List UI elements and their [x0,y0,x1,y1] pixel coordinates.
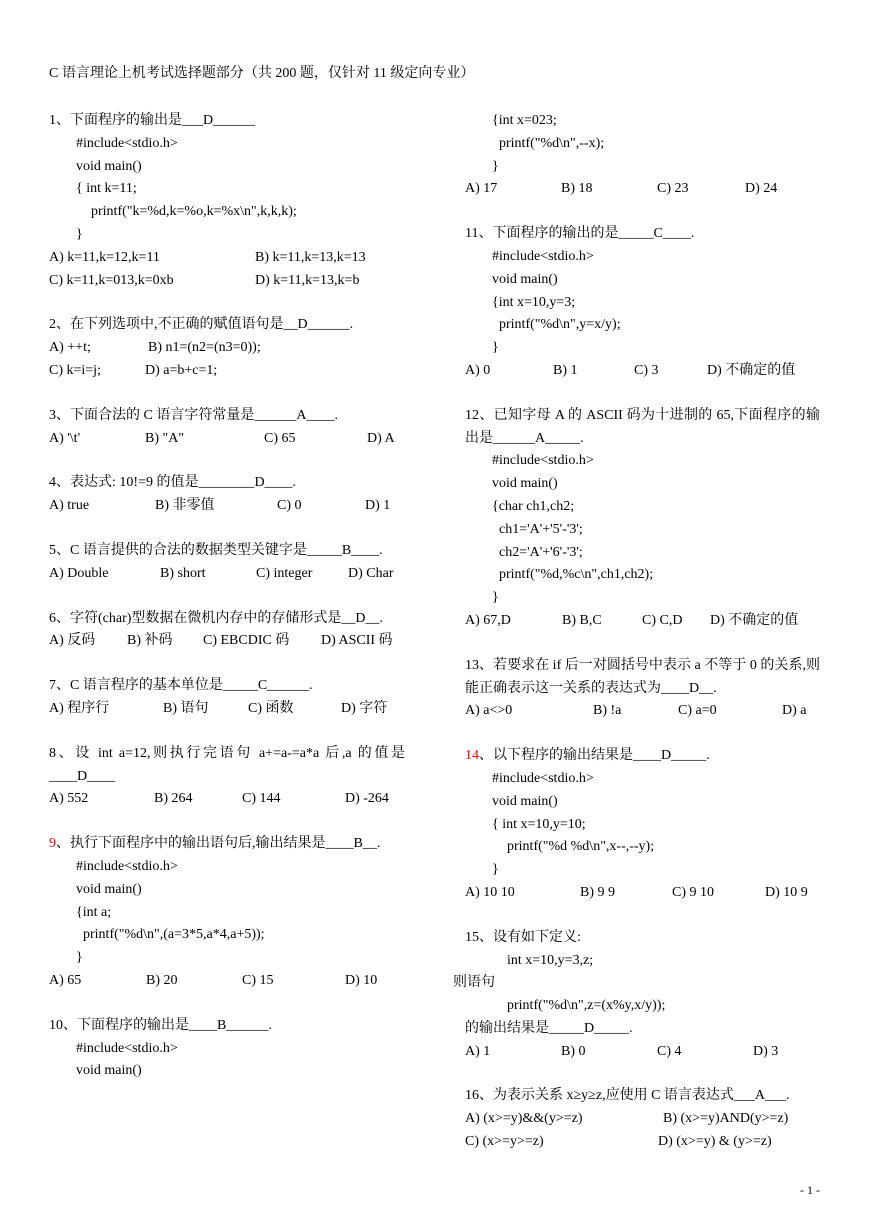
option-a: A) 552 [49,791,89,807]
question-number: 6 [49,610,56,626]
question-stem: 、以下程序的输出结果是____D_____. [479,748,710,764]
right-column [453,110,820,1176]
option-c: C) 9 10 [672,884,714,900]
option-b: B) !a [593,703,622,719]
question-number: 5 [49,542,56,558]
code-line: } [76,950,83,966]
option-row [465,1131,820,1154]
code-line: ch1='A'+'5'-'3'; [499,521,583,537]
option-c: C) 3 [634,362,659,378]
option-c: C) 23 [657,181,689,197]
option-a: A) '\t' [49,430,81,446]
option-row [465,178,820,201]
option-row [49,428,405,451]
question-stem: 、设 int a=12,则执行完语句 a+=a-=a*a 后,a 的值是____D____ [49,745,405,784]
option-row [465,700,820,723]
option-c: C) (x>=y>=z) [465,1134,544,1150]
option-b: B) 非零值 [155,498,215,514]
code-line: } [492,340,499,356]
option-b: B) 0 [561,1043,586,1059]
question-7 [49,675,405,721]
question-1 [49,110,405,292]
code-line: #include<stdio.h> [76,135,178,151]
code-line: {int x=10,y=3; [492,294,576,310]
option-b: B) n1=(n2=(n3=0)); [148,340,261,356]
question-stem: 、执行下面程序中的输出语句后,输出结果是____B__. [56,836,381,852]
option-c: C) a=0 [678,703,717,719]
option-d: D) -264 [345,791,389,807]
option-a: A) 1 [465,1043,491,1059]
question-number: 16 [465,1088,479,1104]
code-line: #include<stdio.h> [492,453,594,469]
question-stem: 、下面程序的输出是____B______. [63,1017,272,1033]
code-line: } [492,590,499,606]
code-line: { int k=11; [76,181,137,197]
code-line: } [492,862,499,878]
question-10 [49,1015,405,1083]
option-c: C) k=i=j; [49,362,101,378]
option-b: B) (x>=y)AND(y>=z) [663,1111,789,1127]
option-a: A) Double [49,565,109,581]
option-b: B) 20 [146,972,178,988]
question-stem: 、已知字母 A 的 ASCII 码为十进制的 65,下面程序的输出是______A_____. [465,407,820,446]
question-number: 2 [49,317,56,333]
code-line: printf("%d,%c\n",ch1,ch2); [499,567,654,583]
question-stem: 、为表示关系 x≥y≥z,应使用 C 语言表达式___A___. [479,1088,790,1104]
option-a: A) ++t; [49,340,91,356]
question-number: 14 [465,748,479,764]
option-d: D) a [782,703,807,719]
question-stem: 、字符(char)型数据在微机内存中的存储形式是__D__. [56,610,384,626]
question-number: 11 [465,226,479,242]
code-line: #include<stdio.h> [76,858,178,874]
question-stem: 、表达式: 10!=9 的值是________D____. [56,475,297,491]
option-a: A) 反码 [49,633,96,649]
code-line: } [492,158,499,174]
body-line: 则语句 [453,975,495,991]
option-a: A) 程序行 [49,700,110,716]
option-row [49,247,405,270]
option-a: A) 65 [49,972,82,988]
question-number: 1 [49,113,56,128]
question-stem: 、C 语言程序的基本单位是_____C______. [56,678,313,694]
option-d: D) 3 [753,1043,779,1059]
code-line: { int x=10,y=10; [492,816,586,832]
question-stem: 、C 语言提供的合法的数据类型关键字是_____B____. [56,542,383,558]
question-stem: 、下面程序的输出的是_____C____. [478,226,695,242]
code-line: #include<stdio.h> [492,248,594,264]
question-2 [49,314,405,382]
option-d: D) 10 9 [765,884,808,900]
code-line: printf("%d\n",z=(x%y,x/y)); [507,998,666,1014]
option-c: C) EBCDIC 码 [203,633,290,649]
option-b: B) 补码 [127,633,173,649]
option-a: A) k=11,k=12,k=11 [49,249,160,265]
question-number: 8 [49,745,56,761]
question-9 [49,833,405,993]
option-a: A) a<>0 [465,703,513,719]
question-16 [465,1085,820,1153]
code-line: {char ch1,ch2; [492,498,575,514]
option-b: B) k=11,k=13,k=13 [255,249,366,265]
option-row [465,1108,820,1131]
code-line: {int x=023; [492,113,557,128]
option-d: D) (x>=y) & (y>=z) [658,1134,772,1150]
option-d: D) A [367,430,395,446]
code-line: printf("%d\n",(a=3*5,a*4,a+5)); [83,927,265,943]
option-c: C) 15 [242,972,274,988]
option-c: C) 144 [242,791,281,807]
body-line: 的输出结果是_____D_____. [465,1020,633,1036]
option-c: C) 函数 [248,700,294,716]
option-d: D) k=11,k=13,k=b [255,272,360,288]
option-row [49,270,405,293]
code-line: #include<stdio.h> [492,770,594,786]
option-a: A) true [49,498,90,514]
code-line: void main() [492,476,558,492]
option-c: C) integer [256,565,313,581]
option-row [49,563,405,586]
code-line: #include<stdio.h> [76,1040,178,1056]
question-number: 15 [465,929,479,945]
question-number: 12 [465,407,479,423]
question-5 [49,540,405,586]
code-line: {int a; [76,904,112,920]
option-b: B) 18 [561,181,593,197]
code-line: printf("%d %d\n",x--,--y); [507,839,655,855]
code-line: void main() [76,1063,142,1079]
option-row [465,610,820,633]
question-stem: 、在下列选项中,不正确的赋值语句是__D______. [56,317,354,333]
option-a: A) 17 [465,181,498,197]
code-line: int x=10,y=3,z; [507,952,594,968]
option-d: D) 10 [345,972,378,988]
option-a: A) 0 [465,362,491,378]
page-number: - 1 - [800,1183,820,1197]
option-row [49,495,405,518]
option-a: A) 10 10 [465,884,515,900]
code-line: printf("k=%d,k=%o,k=%x\n",k,k,k); [91,204,297,220]
question-stem: 、下面程序的输出是___D______ [56,113,256,128]
question-stem: 、若要求在 if 后一对圆括号中表示 a 不等于 0 的关系,则能正确表示这一关系的表达式为____D__. [465,657,820,696]
option-d: D) a=b+c=1; [145,362,218,378]
option-c: C) 0 [277,498,302,514]
question-10-continued [465,110,820,201]
left-column [49,110,405,1105]
question-number: 7 [49,678,56,694]
option-b: B) 9 9 [580,884,615,900]
code-line: void main() [76,881,142,897]
question-number: 13 [465,657,479,673]
option-c: C) C,D [642,612,683,628]
question-number: 9 [49,836,56,852]
option-d: D) 字符 [341,700,388,716]
question-3 [49,405,405,451]
option-row [49,970,405,993]
option-a: A) 67,D [465,612,511,628]
code-line: void main() [76,158,142,174]
option-d: D) 1 [365,498,391,514]
option-b: B) short [160,565,206,581]
code-line: printf("%d\n",--x); [499,135,605,151]
question-12 [465,405,820,633]
question-14 [465,745,820,905]
question-stem: 、设有如下定义: [479,929,581,945]
code-line: void main() [492,793,558,809]
question-6 [49,608,405,654]
option-d: D) ASCII 码 [321,633,393,649]
question-15 [453,927,820,1064]
option-b: B) "A" [145,430,185,446]
option-row [465,1041,820,1064]
option-b: B) 1 [553,362,578,378]
option-d: D) 不确定的值 [707,362,796,378]
code-line: void main() [492,271,558,287]
question-number: 10 [49,1017,63,1033]
option-row [49,630,405,653]
option-b: B) 264 [154,791,193,807]
option-b: B) B,C [562,612,602,628]
code-line: ch2='A'+'6'-'3'; [499,544,583,560]
option-d: D) Char [348,565,394,581]
question-stem: 、下面合法的 C 语言字符常量是______A____. [56,407,338,423]
option-row [465,882,820,905]
option-d: D) 24 [745,181,778,197]
option-row [49,360,405,383]
option-d: D) 不确定的值 [710,612,799,628]
page-title: C 语言理论上机考试选择题部分（共 200 题，仅针对 11 级定向专业） [49,66,475,81]
option-row [465,360,820,383]
option-b: B) 语句 [163,700,209,716]
option-c: C) 4 [657,1043,682,1059]
question-4 [49,472,405,518]
question-number: 3 [49,407,56,423]
option-row [49,788,405,811]
question-11 [465,223,820,383]
option-c: C) 65 [264,430,296,446]
question-8 [49,743,405,811]
question-13 [465,655,820,723]
option-row [49,698,405,721]
question-number: 4 [49,475,56,491]
code-line: printf("%d\n",y=x/y); [499,317,621,333]
code-line: } [76,226,83,242]
option-a: A) (x>=y)&&(y>=z) [465,1111,583,1127]
option-c: C) k=11,k=013,k=0xb [49,272,174,288]
option-row [49,337,405,360]
